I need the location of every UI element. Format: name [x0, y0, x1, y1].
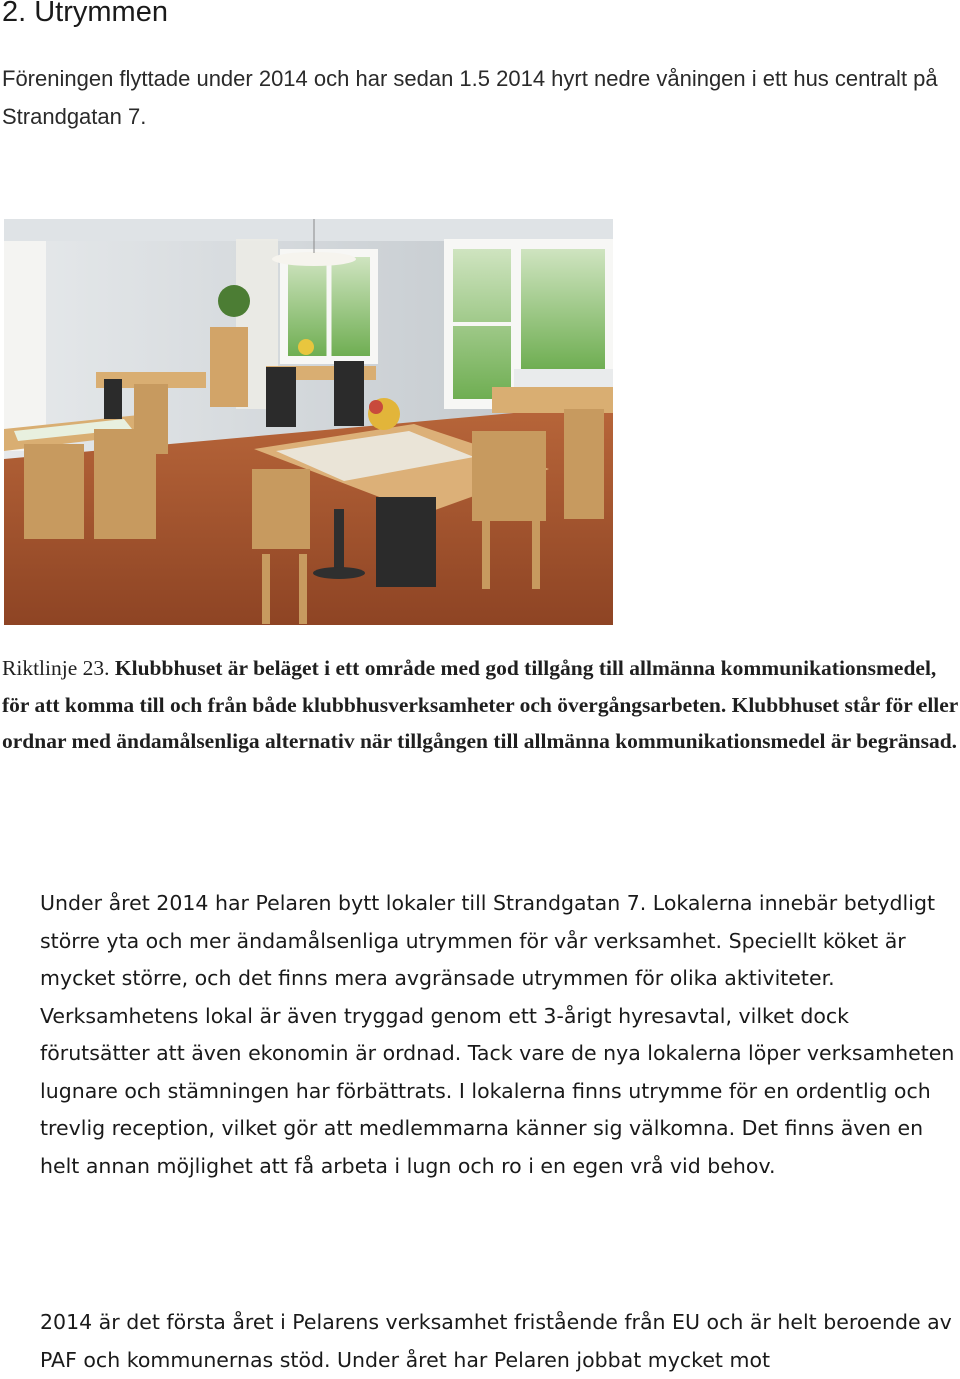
- guideline-lead: Riktlinje 23.: [2, 656, 110, 680]
- photo-plant: [218, 285, 250, 317]
- dining-room-photo: [4, 219, 613, 625]
- funding-paragraph: 2014 är det första året i Pelarens verksamhet fristående från EU och är helt beroende av PAF och kommunernas stöd. Under året har Pelaren jobbat mycket mot: [40, 1310, 952, 1372]
- photo-doorway: [4, 241, 46, 451]
- intro-paragraph: Föreningen flyttade under 2014 och har sedan 1.5 2014 hyrt nedre våningen i ett hus centralt på Strandgatan 7.: [2, 66, 938, 129]
- section-heading: 2. Utrymmen: [2, 0, 168, 28]
- photo-shelf: [210, 327, 248, 407]
- premises-paragraph: Under året 2014 har Pelaren bytt lokaler till Strandgatan 7. Lokalerna innebär betydligt större yta och mer ändamålsenliga utrymmen för vår verksamhet. Speciellt köket är mycket större, och det finns mera avgränsade utrymmen för olika aktiviteter. Verksamhetens lokal är även tryggad genom ett 3-årigt hyresavtal, vilket dock förutsätter att även ekonomin är ordnad. Tack vare de nya lokalerna löper verksamheten lugnare och stämningen har förbättrats. I lokalerna finns utrymme för en ordentlig och trevlig reception, vilket gör att medlemmarna känner sig välkomna. Det finns även en helt annan möjlighet att få arbeta i lugn och ro i en egen vrå vid behov.: [40, 891, 955, 1178]
- photo-ceiling: [4, 219, 613, 241]
- guideline-paragraph: [2, 650, 960, 760]
- photo-lamp: [272, 252, 356, 266]
- guideline-text: Klubbhuset är beläget i ett område med god tillgång till allmänna kommunikationsmedel, för att komma till och från både klubbhusverksamheter och övergångsarbeten. Klubbhuset står för eller ordnar med ändamålsenliga alternativ när tillgången till allmänna kommunikationsmedel är begränsad.: [2, 656, 958, 753]
